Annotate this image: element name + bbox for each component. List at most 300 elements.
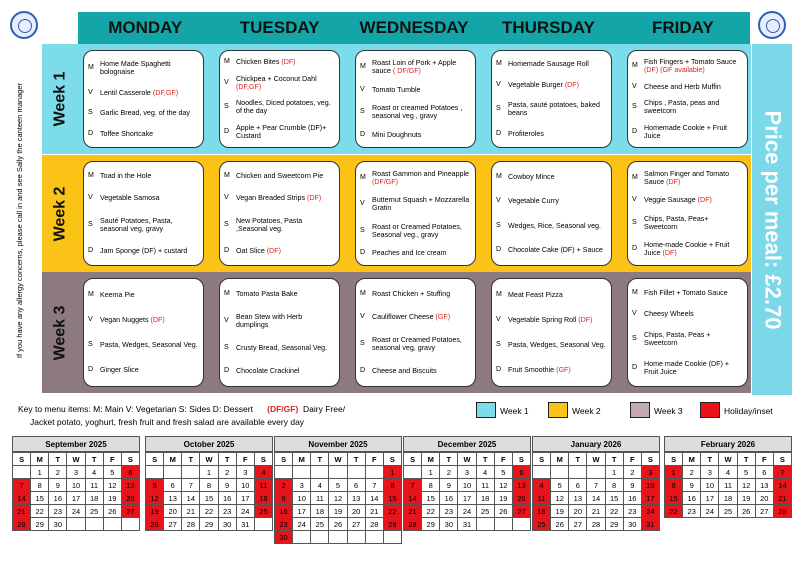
menu-item xyxy=(496,291,607,299)
calendar-day xyxy=(85,518,103,531)
calendar-day: 17 xyxy=(458,492,476,505)
calendar-day: 25 xyxy=(254,505,272,518)
item-name: Oat Slice xyxy=(236,246,265,255)
calendar-day: 3 xyxy=(641,466,659,479)
item-code: S xyxy=(496,221,501,229)
calendar-day: 7 xyxy=(365,479,383,492)
allergy-note: If you have any allergy concerns, please call in and see Sally the canteen manager xyxy=(15,82,25,358)
calendar-day: 1 xyxy=(422,466,440,479)
item-name: Sauté Potatoes, Pasta, seasonal veg, gravy xyxy=(100,216,173,233)
calendar-day: 11 xyxy=(311,492,329,505)
menu-item xyxy=(496,222,607,230)
item-code: S xyxy=(360,340,365,348)
item-code: V xyxy=(224,194,229,202)
calendar-day: 15 xyxy=(31,492,49,505)
calendar-day: 14 xyxy=(13,492,31,505)
calendar-day: 31 xyxy=(641,518,659,531)
item-name: Vegetable Samosa xyxy=(100,194,160,203)
calendar-day: 26 xyxy=(146,518,164,531)
item-name: Meat Feast Pizza xyxy=(508,290,563,299)
weekday-header: T xyxy=(85,453,103,466)
item-name: Chips, Pasta, Peas + Sweetcorn xyxy=(644,331,711,348)
calendar-day: 21 xyxy=(13,505,31,518)
menu-item xyxy=(224,99,335,115)
item-text xyxy=(236,99,335,115)
menu-item xyxy=(496,60,607,68)
item-text xyxy=(100,341,198,349)
calendar-day: 6 xyxy=(121,466,139,479)
calendar-day: 4 xyxy=(85,466,103,479)
allergen-tag: (DF) xyxy=(697,196,712,205)
calendar-day xyxy=(512,518,530,531)
item-name: Vegetable Spring Roll xyxy=(508,315,577,324)
allergen-tag: (DF) xyxy=(266,246,281,255)
day-thursday: THURSDAY xyxy=(501,18,595,37)
item-name: Fish Fillet + Tomato Sauce xyxy=(644,288,728,297)
calendar-day: 17 xyxy=(236,492,254,505)
item-name: Fruit Smoothie xyxy=(508,366,555,375)
menu-item xyxy=(632,241,743,257)
calendar-day: 4 xyxy=(533,479,551,492)
calendar-day: 19 xyxy=(103,492,121,505)
menu-item xyxy=(496,316,607,324)
allergen-tag: (DF,GF) xyxy=(236,82,262,91)
weekday-header: T xyxy=(440,453,458,466)
price-banner: Price per meal: £2.70 xyxy=(752,44,792,395)
calendar-day: 30 xyxy=(623,518,641,531)
calendar-day: 1 xyxy=(665,466,683,479)
menu-item xyxy=(496,197,607,205)
calendar-day xyxy=(533,466,551,479)
item-text xyxy=(372,290,450,298)
calendar-day: 10 xyxy=(293,492,311,505)
item-text xyxy=(100,366,139,374)
menu-item xyxy=(88,316,199,324)
menu-item xyxy=(496,173,607,181)
menu-item xyxy=(224,290,335,298)
item-name: Chips, Pasta, Peas+ Sweetcorn xyxy=(644,214,709,231)
calendar-day: 26 xyxy=(329,518,347,531)
day-monday: MONDAY xyxy=(108,18,183,37)
item-code: D xyxy=(224,367,230,375)
calendar-day: 17 xyxy=(701,492,719,505)
item-text xyxy=(236,367,299,375)
item-code: M xyxy=(88,290,94,298)
calendar-day: 8 xyxy=(31,479,49,492)
allergen-tag: ( DF/GF) xyxy=(392,67,421,76)
item-code: S xyxy=(224,220,229,228)
item-code: V xyxy=(224,316,229,324)
calendar-day: 23 xyxy=(440,505,458,518)
calendar-day: 18 xyxy=(476,492,494,505)
item-name: Chocolate Cake (DF) + Sauce xyxy=(508,245,603,254)
calendar-day xyxy=(311,531,329,544)
menu-item xyxy=(224,313,335,329)
month-title: February 2026 xyxy=(664,436,792,452)
calendar-day: 30 xyxy=(440,518,458,531)
calendar-day: 5 xyxy=(494,466,512,479)
item-text xyxy=(372,249,447,257)
item-name: Vegan Nuggets xyxy=(100,315,149,324)
calendar-day: 7 xyxy=(404,479,422,492)
calendar-day: 6 xyxy=(347,479,365,492)
menu-item xyxy=(632,331,743,347)
item-text xyxy=(236,344,327,352)
menu-item xyxy=(224,194,335,202)
calendar-day: 3 xyxy=(458,466,476,479)
weekday-header: S xyxy=(773,453,791,466)
calendar-day: 9 xyxy=(49,479,67,492)
item-name: Veggie Sausage xyxy=(644,196,696,205)
calendar-day: 8 xyxy=(200,479,218,492)
calendar-day: 9 xyxy=(218,479,236,492)
calendar-day: 12 xyxy=(329,492,347,505)
item-code: S xyxy=(632,103,637,111)
item-code: V xyxy=(632,82,637,90)
weekday-header: M xyxy=(422,453,440,466)
calendar-day: 22 xyxy=(383,505,401,518)
allergen-tag: (DF) xyxy=(578,315,593,324)
weekday-header: T xyxy=(569,453,587,466)
calendar-day: 24 xyxy=(293,518,311,531)
month-calendar xyxy=(145,436,273,531)
calendar-day: 6 xyxy=(512,466,530,479)
weekday-header: F xyxy=(103,453,121,466)
calendar-day: 10 xyxy=(641,479,659,492)
menu-key: Key to menu items: M: Main V: Vegetarian S: Sides D: Dessert (DF/GF) Dairy Free/ xyxy=(18,404,346,414)
weekday-header: S xyxy=(254,453,272,466)
calendar-day: 7 xyxy=(13,479,31,492)
item-code: V xyxy=(496,197,501,205)
item-text xyxy=(372,313,450,321)
item-text xyxy=(644,360,743,376)
item-name: Chocolate Crackinel xyxy=(236,367,300,376)
menu-item xyxy=(224,58,335,66)
weekday-header: T xyxy=(605,453,623,466)
calendar-day xyxy=(275,466,293,479)
day-header xyxy=(78,12,750,44)
item-text xyxy=(100,60,199,76)
calendar-day: 20 xyxy=(569,505,587,518)
item-name: Garlic Bread, veg. of the day xyxy=(100,109,190,118)
allergen-tag: (DF) xyxy=(281,58,296,67)
item-name: Cauliflower Cheese xyxy=(372,312,434,321)
calendar-day: 8 xyxy=(422,479,440,492)
menu-item xyxy=(88,291,199,299)
menu-item xyxy=(632,170,743,186)
item-text xyxy=(644,196,712,204)
calendar-day: 3 xyxy=(701,466,719,479)
item-name: Ginger Slice xyxy=(100,366,139,375)
weekday-header: S xyxy=(404,453,422,466)
menu-item xyxy=(360,86,471,94)
calendar-day: 29 xyxy=(422,518,440,531)
calendar-day: 28 xyxy=(182,518,200,531)
legend-swatch xyxy=(548,402,568,418)
calendar-day: 25 xyxy=(476,505,494,518)
calendar-day: 25 xyxy=(719,505,737,518)
calendar-day: 15 xyxy=(665,492,683,505)
weekday-header: T xyxy=(182,453,200,466)
calendar-day: 29 xyxy=(605,518,623,531)
calendar-day: 29 xyxy=(200,518,218,531)
calendar-day: 23 xyxy=(218,505,236,518)
item-name: Pasta, Wedges, Seasonal Veg. xyxy=(100,341,198,350)
calendar-day: 2 xyxy=(218,466,236,479)
month-title: September 2025 xyxy=(12,436,140,452)
calendar-day: 23 xyxy=(49,505,67,518)
menu-item xyxy=(224,124,335,140)
month-title: December 2025 xyxy=(403,436,531,452)
menu-item xyxy=(224,217,335,233)
item-name: Mini Doughnuts xyxy=(372,130,422,139)
calendar-day: 2 xyxy=(440,466,458,479)
menu-item xyxy=(88,89,199,97)
item-code: M xyxy=(632,174,638,182)
item-text xyxy=(508,366,571,374)
calendar-day xyxy=(476,518,494,531)
item-text xyxy=(372,223,471,239)
item-name: Toad in the Hole xyxy=(100,172,152,181)
calendar-day xyxy=(103,518,121,531)
calendar-day: 22 xyxy=(422,505,440,518)
item-text xyxy=(100,89,178,97)
item-text xyxy=(372,170,471,186)
item-code: D xyxy=(224,127,230,135)
calendar-day: 26 xyxy=(737,505,755,518)
item-text xyxy=(644,310,694,318)
calendar-day xyxy=(182,466,200,479)
calendar-day: 19 xyxy=(329,505,347,518)
item-text xyxy=(508,197,559,205)
item-name: Peaches and Ice cream xyxy=(372,248,447,257)
menu-card xyxy=(219,50,340,148)
calendar-day: 22 xyxy=(605,505,623,518)
allergen-tag: (DF) xyxy=(662,248,677,257)
item-name: Pasta, sauté potatoes, baked beans xyxy=(508,101,600,118)
item-text xyxy=(236,247,281,255)
item-text xyxy=(508,60,589,68)
weekday-header: S xyxy=(383,453,401,466)
calendar-day: 18 xyxy=(533,505,551,518)
calendar-day: 27 xyxy=(347,518,365,531)
calendar-day: 18 xyxy=(254,492,272,505)
menu-card xyxy=(83,161,204,266)
item-text xyxy=(372,367,437,375)
item-text xyxy=(508,291,563,299)
menu-item xyxy=(632,58,743,74)
item-text xyxy=(100,316,165,324)
calendar-day: 11 xyxy=(719,479,737,492)
weekday-header: M xyxy=(31,453,49,466)
menu-item xyxy=(88,130,199,138)
calendar-day: 9 xyxy=(440,479,458,492)
calendar-day: 16 xyxy=(623,492,641,505)
item-text xyxy=(100,247,187,255)
menu-card xyxy=(83,278,204,387)
menu-card xyxy=(219,161,340,266)
calendar-day: 10 xyxy=(67,479,85,492)
menu-item xyxy=(632,124,743,140)
week-1-band xyxy=(42,44,751,154)
item-name: Chips , Pasta, peas and sweetcorn xyxy=(644,99,720,116)
item-code: M xyxy=(360,174,366,182)
item-text xyxy=(508,222,601,230)
calendar-day: 18 xyxy=(85,492,103,505)
weekday-header: F xyxy=(623,453,641,466)
menu-item xyxy=(496,101,607,117)
item-text xyxy=(644,215,743,231)
calendar-day: 2 xyxy=(683,466,701,479)
calendar-day xyxy=(551,466,569,479)
item-code: S xyxy=(632,335,637,343)
legend-swatch xyxy=(476,402,496,418)
menu-card xyxy=(355,278,476,387)
weekday-header: M xyxy=(293,453,311,466)
item-code: V xyxy=(360,85,365,93)
item-name: Lentil Casserole xyxy=(100,88,151,97)
calendar-day: 6 xyxy=(164,479,182,492)
calendar-day: 12 xyxy=(146,492,164,505)
calendar-day: 15 xyxy=(200,492,218,505)
calendar-day: 13 xyxy=(512,479,530,492)
calendar-day: 20 xyxy=(347,505,365,518)
item-text xyxy=(100,109,190,117)
weekday-header: T xyxy=(347,453,365,466)
calendar-day: 4 xyxy=(254,466,272,479)
item-code: M xyxy=(360,63,366,71)
calendar-day: 11 xyxy=(85,479,103,492)
item-text xyxy=(508,341,606,349)
item-text xyxy=(372,336,471,352)
weekday-header: T xyxy=(49,453,67,466)
week-3-band xyxy=(42,272,751,393)
menu-item xyxy=(88,217,199,233)
calendar-day: 23 xyxy=(683,505,701,518)
calendar-day xyxy=(293,531,311,544)
calendar-day: 7 xyxy=(773,466,791,479)
item-name: Homemade Cookie + Fruit Juice xyxy=(644,123,727,140)
item-code: M xyxy=(632,288,638,296)
menu-item xyxy=(632,289,743,297)
calendar-day: 11 xyxy=(254,479,272,492)
menu-item xyxy=(88,247,199,255)
item-text xyxy=(100,172,151,180)
calendar-day: 19 xyxy=(494,492,512,505)
calendar-day: 21 xyxy=(365,505,383,518)
weekday-header: S xyxy=(13,453,31,466)
weekday-header: T xyxy=(476,453,494,466)
menu-card xyxy=(83,50,204,148)
item-code: D xyxy=(360,130,366,138)
allergen-tag: (DF) (GF available) xyxy=(644,66,705,75)
item-name: Vegetable Burger xyxy=(508,80,563,89)
calendar-day xyxy=(164,466,182,479)
calendar-day: 5 xyxy=(737,466,755,479)
calendar-day: 18 xyxy=(719,492,737,505)
week-label: Week 3 xyxy=(51,305,69,360)
item-text xyxy=(644,331,743,347)
weekday-header: F xyxy=(236,453,254,466)
calendar-day: 31 xyxy=(236,518,254,531)
calendar-day: 29 xyxy=(383,518,401,531)
month-title: January 2026 xyxy=(532,436,660,452)
calendar-day: 25 xyxy=(85,505,103,518)
item-code: S xyxy=(632,218,637,226)
weekday-header: W xyxy=(329,453,347,466)
item-text xyxy=(100,194,160,202)
item-name: Roast Gammon and Pineapple xyxy=(372,170,470,179)
weekday-header: F xyxy=(365,453,383,466)
calendar-day: 21 xyxy=(587,505,605,518)
menu-item xyxy=(224,172,335,180)
month-calendar xyxy=(12,436,140,531)
calendar-day: 13 xyxy=(121,479,139,492)
calendar-day: 30 xyxy=(275,531,293,544)
item-name: Homemade Sausage Roll xyxy=(508,60,589,69)
calendar-day: 7 xyxy=(182,479,200,492)
item-code: V xyxy=(360,312,365,320)
item-code: M xyxy=(360,289,366,297)
week-label: Week 1 xyxy=(51,71,69,127)
item-name: Cowboy Mince xyxy=(508,173,555,182)
weekday-header: S xyxy=(121,453,139,466)
calendar-day xyxy=(383,531,401,544)
weekday-header: S xyxy=(512,453,530,466)
calendar-day: 28 xyxy=(404,518,422,531)
item-text xyxy=(372,196,471,212)
item-text xyxy=(372,59,471,75)
calendar-day: 24 xyxy=(701,505,719,518)
menu-item xyxy=(496,341,607,349)
item-name: Chicken Bites xyxy=(236,58,280,67)
item-code: M xyxy=(224,289,230,297)
item-code: V xyxy=(360,200,365,208)
menu-item xyxy=(496,81,607,89)
calendar-day: 17 xyxy=(641,492,659,505)
allergen-tag: (DF/GF) xyxy=(372,178,399,187)
menu-item xyxy=(632,196,743,204)
item-code: D xyxy=(496,366,502,374)
item-code: S xyxy=(88,341,93,349)
calendar-day: 7 xyxy=(587,479,605,492)
calendar-day: 1 xyxy=(200,466,218,479)
calendar-day xyxy=(13,466,31,479)
calendar-day: 13 xyxy=(164,492,182,505)
calendar-day: 19 xyxy=(737,492,755,505)
calendar-day: 28 xyxy=(587,518,605,531)
calendar-day: 2 xyxy=(49,466,67,479)
item-code: D xyxy=(88,246,94,254)
menu-item xyxy=(88,109,199,117)
calendar-day: 12 xyxy=(551,492,569,505)
calendar-day: 1 xyxy=(605,466,623,479)
item-name: Apple + Pear Crumble (DF)+ Custard xyxy=(236,123,327,140)
calendar-day: 24 xyxy=(641,505,659,518)
menu-item xyxy=(496,130,607,138)
weekday-header: W xyxy=(67,453,85,466)
weekday-header: M xyxy=(683,453,701,466)
menu-item xyxy=(632,83,743,91)
menu-item xyxy=(360,104,471,120)
item-text xyxy=(508,246,603,254)
item-text xyxy=(644,58,743,74)
weekday-header: M xyxy=(164,453,182,466)
item-code: M xyxy=(88,64,94,72)
menu-item xyxy=(360,223,471,239)
menu-card xyxy=(491,50,612,148)
calendar-day: 24 xyxy=(236,505,254,518)
